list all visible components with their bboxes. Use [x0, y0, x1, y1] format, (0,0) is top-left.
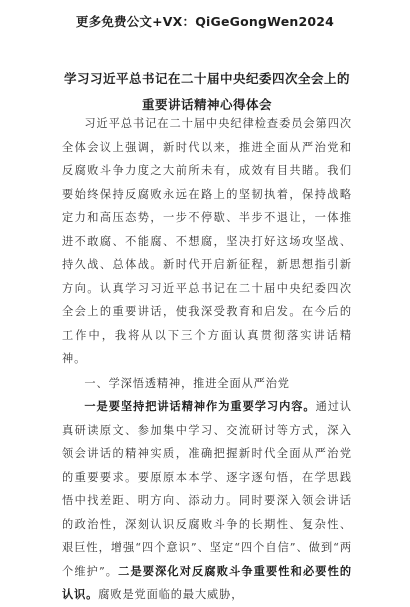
point-one-lead: 一是要坚持把讲话精神作为重要学习内容。	[84, 399, 316, 413]
section-heading-1: 一、学深悟透精神，推进全面从严治党	[84, 376, 290, 390]
point-two-text: 腐败是党面临的最大威胁，	[98, 588, 244, 601]
point-paragraph	[62, 395, 352, 607]
document-title: 学习习近平总书记在二十届中央纪委四次全会上的重要讲话精神心得体会	[63, 71, 350, 112]
promo-banner: 更多免费公文+VX：QiGeGongWen2024	[75, 14, 335, 29]
document-body	[62, 112, 352, 607]
point-one-text: 通过认真研读原文、参加集中学习、交流研讨等方式，深入领会讲话的精神实质，准确把握新时代全面从严治党的重要要求。要原原本本学、逐字逐句悟，在学思践悟中找差距、明方向、添动力。同时要深入领会讲话的政治性，深刻认识反腐败斗争的长期性、复杂性、艰巨性，增强“四个意识”、坚定“四个自信”、做到“两个维护”。	[62, 400, 353, 578]
intro-paragraph: 习近平总书记在二十届中央纪律检查委员会第四次全体会议上强调，新时代以来，推进全面从严治党和反腐败斗争力度之大前所未有，成效有目共睹。我们要始终保持反腐败永远在路上的坚韧执着，保持战略定力和高压态势，一步不停歇、半步不退让，一体推进不敢腐、不能腐、不想腐，坚决打好这场攻坚战、持久战、总体战。新时代开启新征程，新思想指引新方向。认真学习习近平总书记在二十届中央纪委四次全会上的重要讲话，使我深受教育和启发。在今后的工作中，我将从以下三个方面认真贯彻落实讲话精神。	[62, 117, 352, 365]
point-two-lead: 二是要深化对反腐败斗争重要性和必要性的认识。	[62, 563, 352, 601]
